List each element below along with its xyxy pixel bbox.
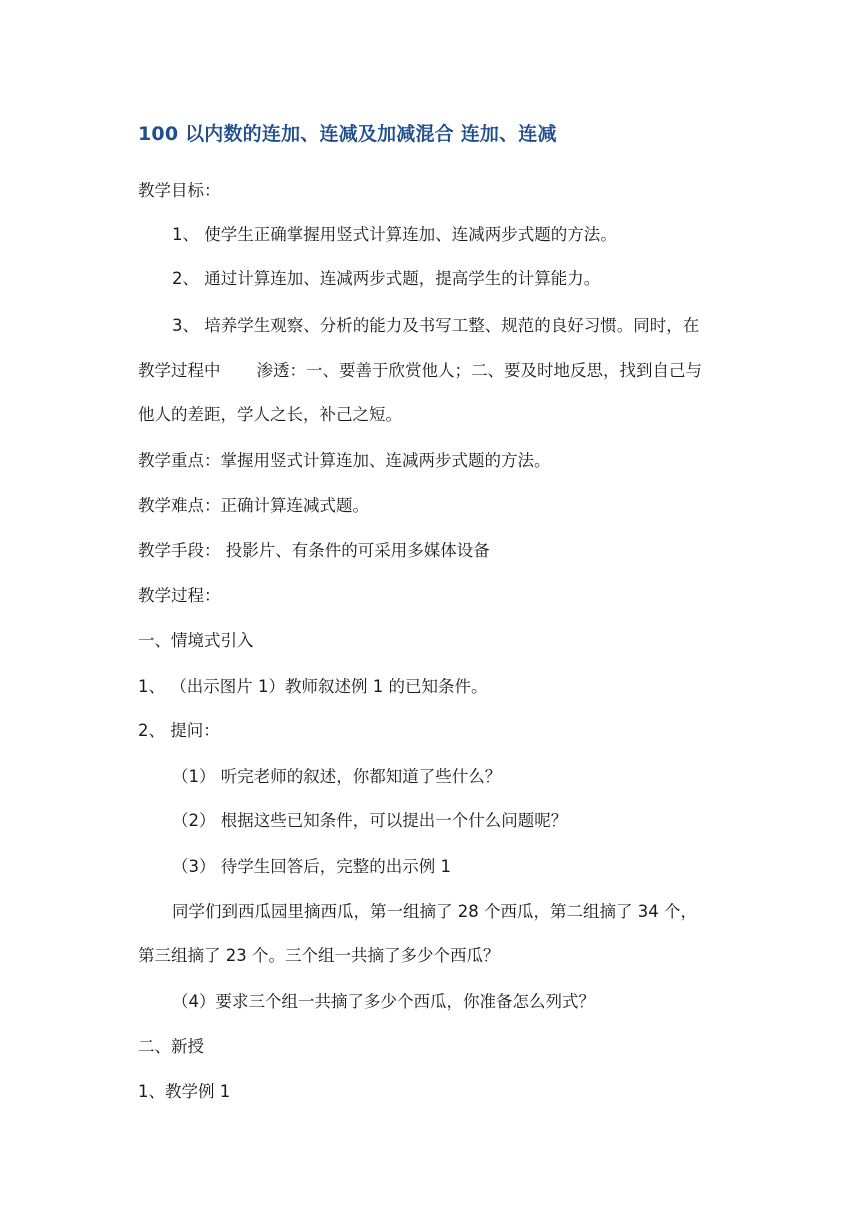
- goal-item-3-end: 他人的差距，学人之长，补己之短。: [138, 405, 402, 424]
- question-4: （4）要求三个组一共摘了多少个西瓜，你准备怎么列式？: [172, 992, 595, 1011]
- step-2: 2、 提问：: [138, 721, 220, 740]
- step-1: 1、 （出示图片 1）教师叙述例 1 的已知条件。: [138, 677, 488, 696]
- difficult-point: 教学难点：正确计算连减式题。: [138, 496, 369, 515]
- teaching-process-heading: 教学过程：: [138, 586, 221, 605]
- teaching-means: 教学手段： 投影片、有条件的可采用多媒体设备: [138, 541, 490, 560]
- teach-example-1: 1、教学例 1: [138, 1082, 231, 1101]
- question-2: （2） 根据这些已知条件，可以提出一个什么问题呢？: [172, 811, 568, 830]
- goal-item-2: 2、 通过计算连加、连减两步式题，提高学生的计算能力。: [172, 269, 601, 288]
- key-point: 教学重点：掌握用竖式计算连加、连减两步式题的方法。: [138, 451, 551, 470]
- goal-item-1: 1、 使学生正确掌握用竖式计算连加、连减两步式题的方法。: [172, 225, 617, 244]
- section-1-heading: 一、情境式引入: [138, 631, 254, 650]
- question-1: （1） 听完老师的叙述，你都知道了些什么？: [172, 767, 502, 786]
- goal-item-3-continued: [138, 360, 702, 382]
- teaching-goals-heading: 教学目标：: [138, 181, 221, 200]
- goal-item-3-suffix: 渗透：一、要善于欣赏他人；二、要及时地反思，找到自己与: [256, 361, 702, 380]
- goal-item-3: 3、 培养学生观察、分析的能力及书写工整、规范的良好习惯。同时，在: [172, 316, 700, 335]
- question-3: （3） 待学生回答后，完整的出示例 1: [172, 857, 451, 876]
- section-2-heading: 二、新授: [138, 1037, 204, 1056]
- document-title: 100 以内数的连加、连减及加减混合 连加、连减: [138, 123, 557, 145]
- example-text-2: 第三组摘了 23 个。三个组一共摘了多少个西瓜？: [138, 946, 500, 965]
- example-text-1: 同学们到西瓜园里摘西瓜，第一组摘了 28 个西瓜，第二组摘了 34 个，: [172, 902, 697, 921]
- goal-item-3-prefix: 教学过程中: [138, 361, 221, 380]
